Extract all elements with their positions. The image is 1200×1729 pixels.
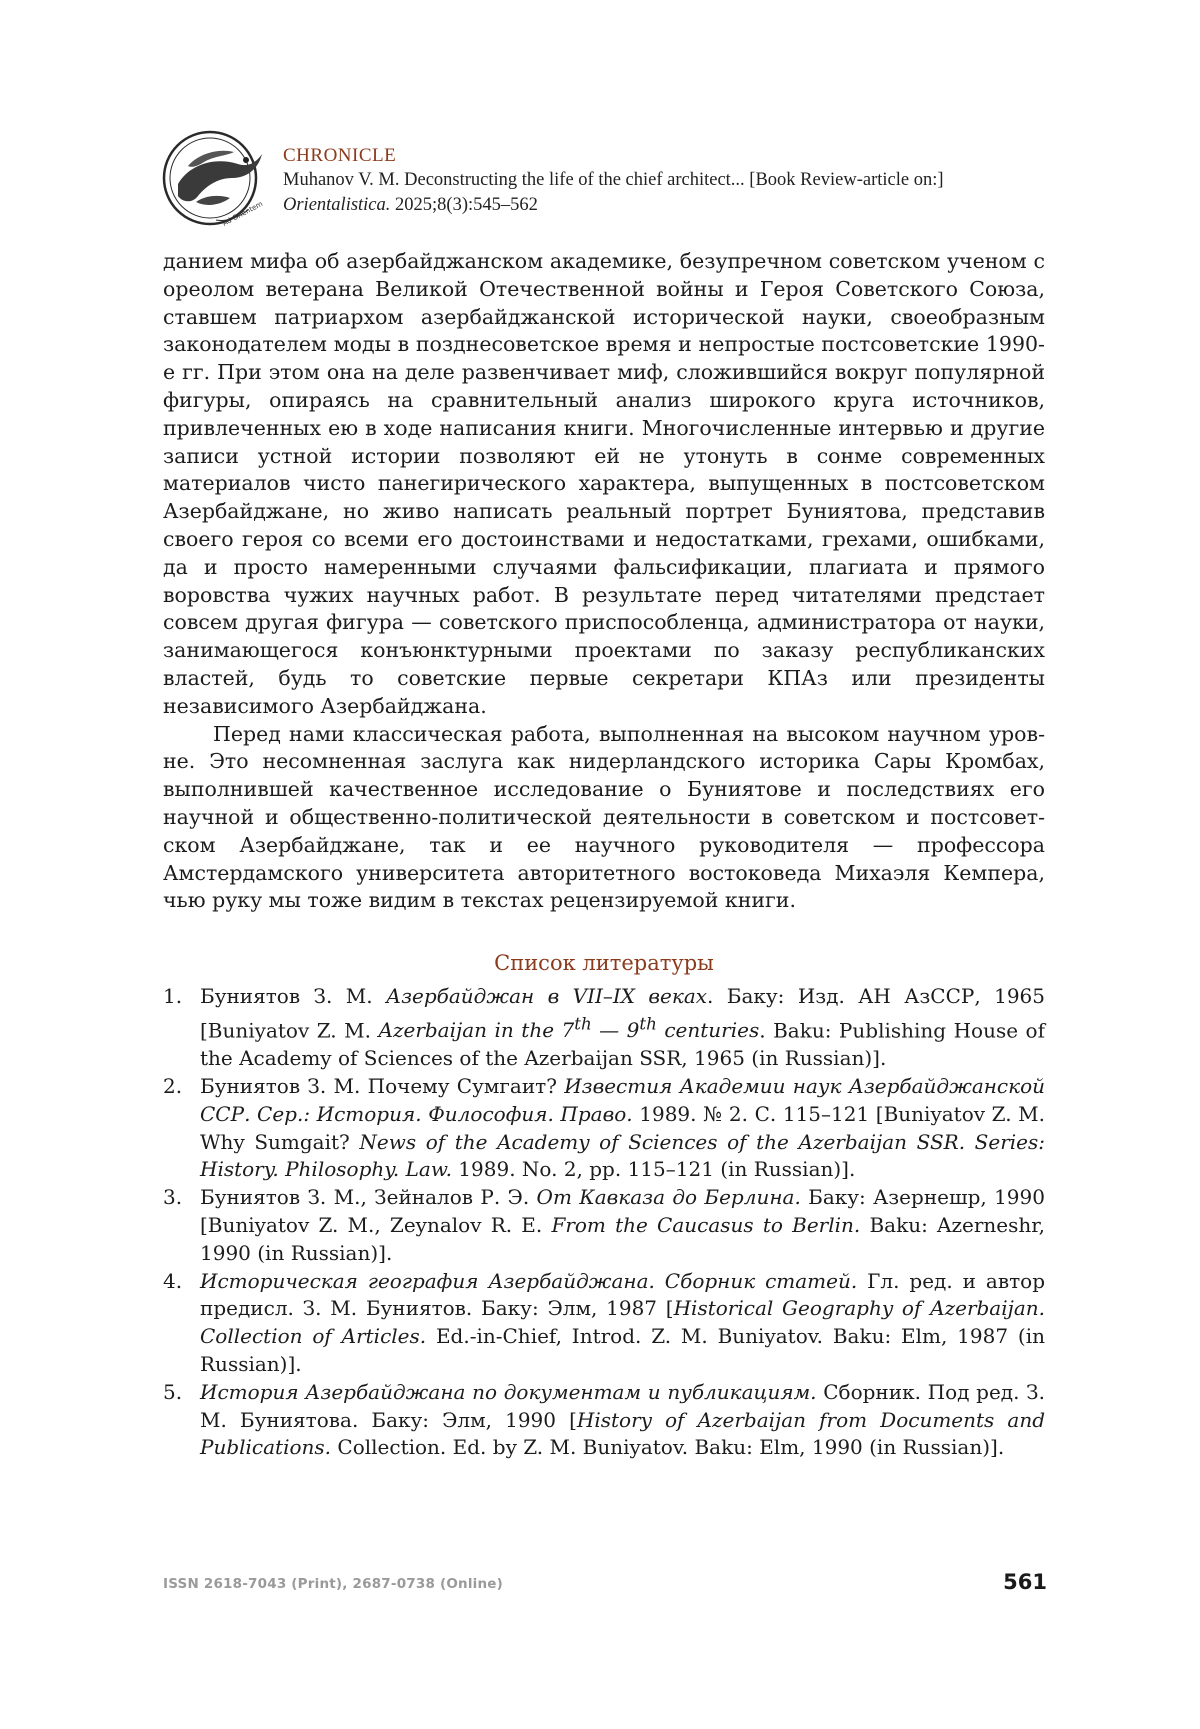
journal-volume: 2025;8(3):545–562	[395, 195, 538, 215]
body-paragraph-1: данием мифа об азербайджанском академике, безупречном советском ученом с ореолом ветерана Великой Отечественной войны и Героя Советского Союза, ставшем патриархом азербайджанской исторической науки, своеобразным законодателем моды в позднесоветское время и непростые постсоветские 1990-е гг. При этом она на деле развенчивает миф, сложившийся вокруг популярной фигуры, опираясь на сравнительный анализ широкого круга источников, привлеченных ею в ходе написания книги. Многочисленные интервью и другие записи устной истории позволяют ей не утонуть в сонме современных материалов чисто панегирического характера, выпущенных в постсоветском Азербайджане, но живо написать реальный портрет Буниятова, представив своего героя со всеми его достоинствами и недостатками, грехами, ошибками, да и просто намеренными случаями фальсификации, плагиата и прямого воровства чужих научных работ. В результате перед читателями предстает совсем другая фигура — советского приспособленца, администратора от науки, занимающегося конъюнктурными проектами по заказу республиканских властей, будь то советские первые секретари КПАз или президенты независимого Азербайджана.	[163, 249, 1045, 718]
reference-text: Буниятов З. М., Зейналов Р. Э.	[200, 1185, 537, 1210]
reference-title-ru: Известия Академии наук Азербайджанской ССР. Сер.: История. Философия. Право.	[200, 1074, 1045, 1126]
reference-number: 2.	[163, 1074, 183, 1099]
section-label: CHRONICLE	[283, 145, 397, 166]
reference-title-part: — 9	[591, 1018, 640, 1043]
reference-title-ru: Историческая география Азербайджана. Сборник статей.	[200, 1268, 858, 1293]
article-citation: Muhanov V. M. Deconstructing the life of the chief architect... [Book Review-article on:]	[283, 170, 944, 190]
reference-superscript: th	[639, 1014, 657, 1034]
body-paragraph-2: Перед нами классическая работа, выполненная на высоком научном уровне. Это несомненная заслуга как нидерландского историка Сары Кромбах, выполнившей качественное исследование о Буниятове и последствиях его научной и общественно-политической деятельности в советском и постсоветском Азербайджане, так и ее научного руководителя — профессора Амстердамского университета авторитетного востоковеда Михаэля Кемпера, чью руку мы тоже видим в текстах рецензируемой книги.	[163, 721, 1045, 913]
reference-title-ru: От Кавказа до Берлина.	[536, 1185, 801, 1210]
reference-title-en	[378, 1014, 760, 1043]
reference-item	[163, 1379, 1045, 1462]
journal-citation	[283, 193, 1063, 218]
journal-name: Orientalistica.	[283, 195, 391, 215]
reference-title-ru: История Азербайджана по документам и публикациям.	[200, 1379, 817, 1404]
reference-text: . Баку: Изд. АН АзССР, 1965 [Buniyatov Z. M.	[200, 984, 1045, 1043]
reference-item	[163, 983, 1045, 1073]
reference-superscript: th	[574, 1014, 592, 1034]
reference-title-en: Historical Geography of Azerbaijan. Collection of Articles.	[200, 1296, 1045, 1349]
page-number: 561	[1003, 1570, 1047, 1594]
reference-text: 1989. № 2. С. 115–121 [Buniyatov Z. M. Why Sumgait?	[200, 1101, 1045, 1154]
reference-title-en: News of the Academy of Sciences of the Azerbaijan SSR. Series: History. Philosophy. Law.	[200, 1129, 1045, 1182]
reference-text: Баку: Азернешр, 1990 [Buniyatov Z. M., Zeynalov R. E.	[200, 1185, 1045, 1238]
reference-title-en: History of Azerbaijan from Documents and Publications.	[200, 1407, 1045, 1460]
reference-item	[163, 1184, 1045, 1267]
reference-number: 4.	[163, 1268, 183, 1293]
running-header	[283, 144, 1063, 218]
reference-number: 5.	[163, 1379, 183, 1404]
reference-number: 1.	[163, 984, 183, 1008]
journal-logo-icon	[158, 126, 270, 234]
reference-item	[163, 1268, 1045, 1379]
reference-text: Baku: Azerneshr, 1990 (in Russian)].	[200, 1213, 1045, 1265]
reference-text: Буниятов З. М.	[200, 984, 386, 1008]
reference-item	[163, 1073, 1045, 1184]
reference-text: Ed.-in-Chief, Introd. Z. M. Buniyatov. Baku: Elm, 1987 (in Russian)].	[200, 1324, 1045, 1377]
references-title: Список литературы	[494, 951, 714, 975]
reference-text: Буниятов З. М. Почему Сумгаит?	[200, 1074, 565, 1099]
reference-text: Гл. ред. и автор предисл. З. М. Буниятов. Баку: Элм, 1987 [	[200, 1268, 1046, 1321]
reference-number: 3.	[163, 1185, 183, 1210]
references-list	[163, 983, 1045, 1462]
reference-text: Сборник. Под ред. З. М. Буниятова. Баку: Элм, 1990 [	[200, 1379, 1045, 1432]
reference-text: 1989. No. 2, pp. 115–121 (in Russian)].	[451, 1157, 856, 1182]
article-body	[163, 248, 1045, 915]
reference-text: . Baku: Publishing House of the Academy of Sciences of the Azerbaijan SSR, 1965 (in Russian)].	[200, 1018, 1045, 1071]
logo-lettering: Ad Orientem	[221, 199, 265, 228]
reference-title-part: Azerbaijan in the 7	[378, 1018, 575, 1043]
reference-title-part: centuries	[656, 1018, 760, 1043]
footer-issn: ISSN 2618-7043 (Print), 2687-0738 (Online)	[163, 1576, 504, 1592]
reference-title-en: From the Caucasus to Berlin.	[551, 1213, 861, 1238]
reference-title-ru: Азербайджан в VII–IX веках	[385, 984, 708, 1008]
reference-text: Collection. Ed. by Z. M. Buniyatov. Baku: Elm, 1990 (in Russian)].	[331, 1435, 1005, 1460]
